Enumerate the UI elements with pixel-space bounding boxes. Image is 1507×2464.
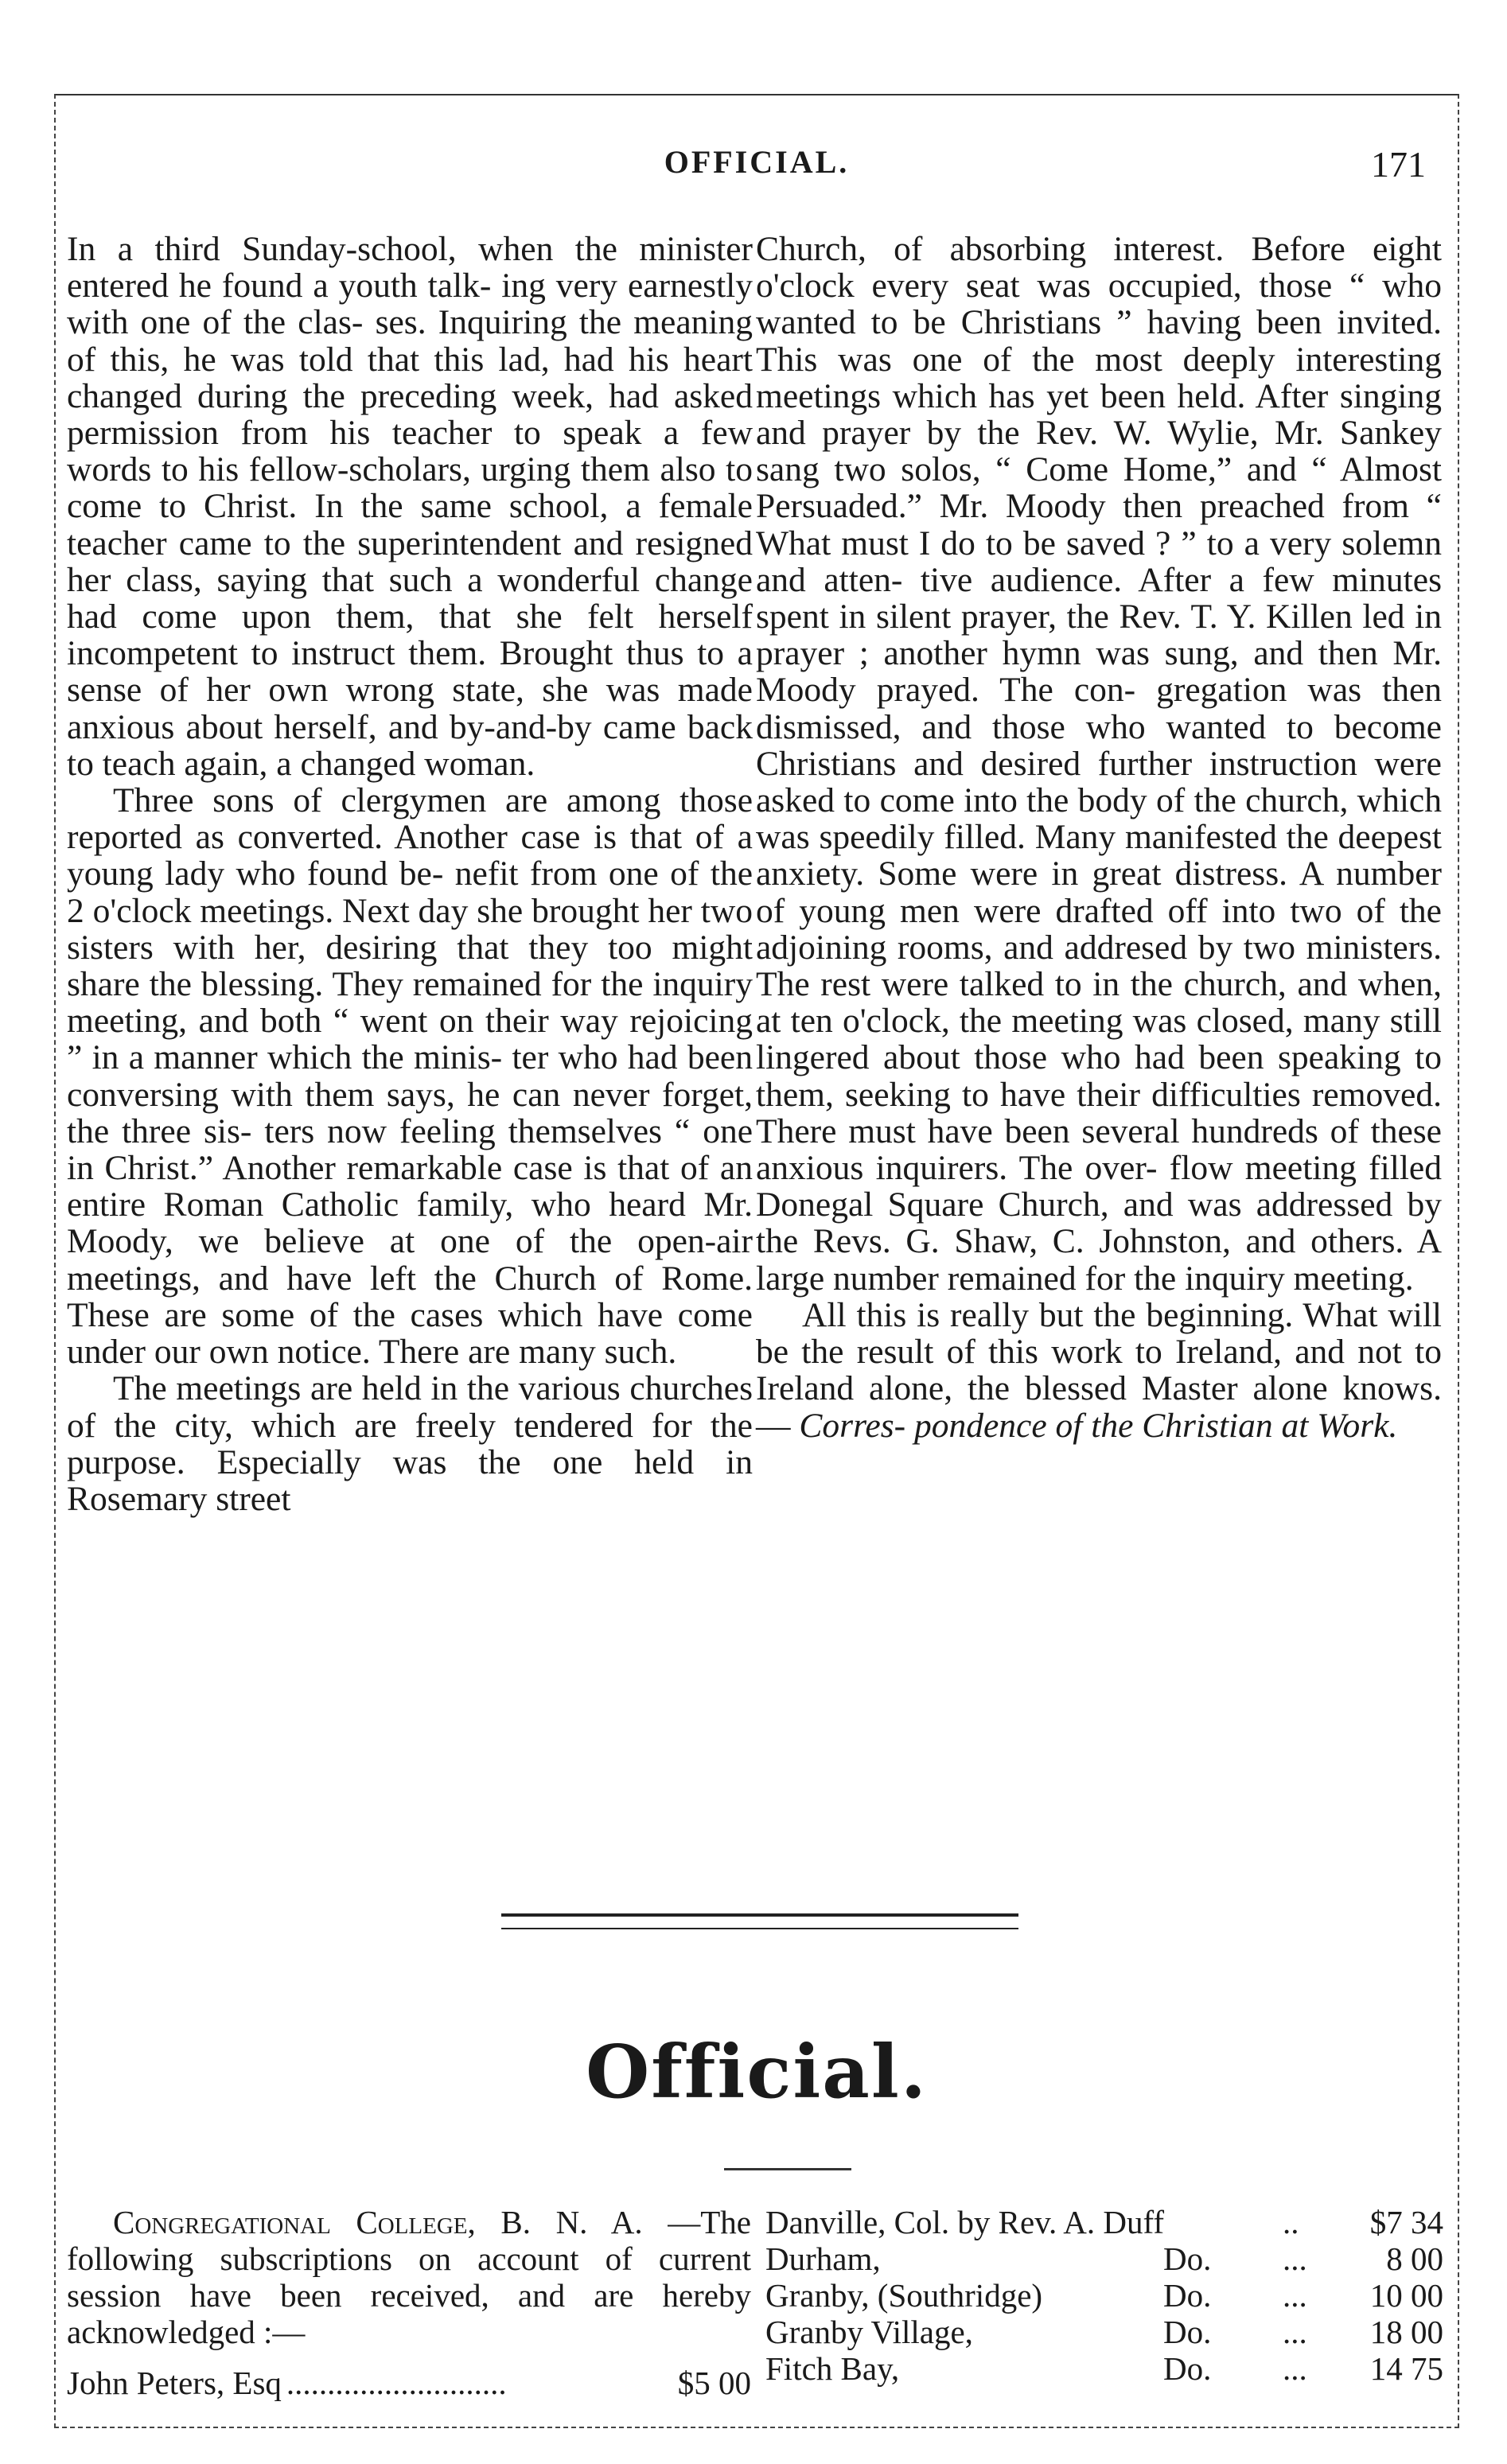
ledger-by: [1163, 2204, 1283, 2240]
ledger-dots: ..: [1283, 2204, 1299, 2240]
ledger-name: Granby, (Southridge): [765, 2277, 1043, 2314]
ledger-row: [765, 2350, 1443, 2387]
ledger-dots: ...: [1283, 2277, 1307, 2314]
ledger-amount: 14 75: [1369, 2350, 1443, 2387]
ledger-row: [765, 2314, 1443, 2350]
subscriber-name: John Peters, Esq: [67, 2365, 282, 2401]
page: [54, 94, 1459, 2428]
ledger-amount: $7 34: [1369, 2204, 1443, 2240]
ledger-by: Do.: [1163, 2240, 1212, 2277]
running-head: [56, 143, 1458, 199]
left-column: [67, 231, 753, 1517]
credit-line: Corres- pondence of the Christian at Work.: [799, 1406, 1398, 1445]
ledger-row: [765, 2277, 1443, 2314]
ledger-name: Danville, Col. by Rev. A. Duff: [765, 2204, 1165, 2240]
right-column: [756, 231, 1442, 1444]
short-rule-divider: [724, 2168, 851, 2170]
ledger-by: Do.: [1163, 2314, 1212, 2350]
ledger-name: Granby Village,: [765, 2314, 973, 2350]
ledger-amount: 18 00: [1369, 2314, 1443, 2350]
dot-leader: ...........................: [286, 2365, 507, 2401]
section-heading: Official.: [586, 2029, 928, 2115]
running-title: OFFICIAL.: [664, 144, 850, 180]
notice-heading: Congregational College, B. N. A.: [113, 2204, 643, 2240]
ledger-by: Do.: [1163, 2277, 1212, 2314]
ledger-dots: ...: [1283, 2350, 1307, 2387]
ledger-amount: 10 00: [1369, 2277, 1443, 2314]
ledger-dots: ...: [1283, 2240, 1307, 2277]
ledger-row: [765, 2204, 1443, 2240]
paragraph-text: All this is really but the beginning. What will be the result of this work to Ireland, and not to Ireland alone, the blessed Master alone knows. —: [756, 1295, 1442, 1445]
paragraph: [756, 1297, 1442, 1444]
subscription-amount: $5 00: [677, 2365, 751, 2401]
subscription-ledger: [765, 2204, 1443, 2387]
ledger-by: Do.: [1163, 2350, 1212, 2387]
double-rule-divider: [501, 1913, 1018, 1929]
ledger-name: Fitch Bay,: [765, 2350, 900, 2387]
ledger-row: [765, 2240, 1443, 2277]
paragraph: Church, of absorbing interest. Before eight o'clock every seat was occupied, those “ who wanted to be Christians ” having been invited. This was one of the most deeply interesting meetings which has yet been held. After singing and prayer by the Rev. W. Wylie, Mr. Sankey sang two solos, “ Come Home,” and “ Almost Persuaded.” Mr. Moody then preached from “ What must I do to be saved ? ” to a very solemn and atten- tive audience. After a few minutes spent in silent prayer, the Rev. T. Y. Killen led in prayer ; another hymn was sung, and then Mr. Moody prayed. The con- gregation was then dismissed, and those who wanted to become Christians and desired further instruction were asked to come into the body of the church, which was speedily filled. Many manifested the deepest anxiety. Some were in great distress. A number of young men were drafted off into two of the adjoining rooms, and addresed by two ministers. The rest were talked to in the church, and when, at ten o'clock, the meeting was closed, many still lingered about those who had been speaking to them, seeking to have their difficulties removed. There must have been several hundreds of these anxious inquirers. The over- flow meeting filled Donegal Square Church, and was addressed by the Revs. G. Shaw, C. Johnston, and others. A large number remained for the inquiry meeting.: [756, 230, 1442, 1298]
subscription-entry: [67, 2365, 751, 2401]
notice-paragraph: [67, 2204, 751, 2350]
college-notice: [67, 2204, 751, 2401]
page-number: 171: [1371, 144, 1426, 185]
ledger-name: Durham,: [765, 2240, 881, 2277]
ledger-amount: 8 00: [1386, 2240, 1443, 2277]
notice-text: —The following subscriptions on account of current session have been received, and are hereby acknowledged :—: [67, 2204, 751, 2350]
ledger-dots: ...: [1283, 2314, 1307, 2350]
paragraph: The meetings are held in the various churches of the city, which are freely tendered for the purpose. Especially was the one held in Rosemary street: [67, 1369, 753, 1518]
paragraph: In a third Sunday-school, when the minister entered he found a youth talk- ing very earnestly with one of the clas- ses. Inquiring the meaning of this, he was told that this lad, had his heart changed during the preceding week, had asked permission from his teacher to speak a few words to his fellow-scholars, urging them also to come to Christ. In the same school, a female teacher came to the superintendent and resigned her class, saying that such a wonderful change had come upon them, that she felt herself incompetent to instruct them. Brought thus to a sense of her own wrong state, she was made anxious about herself, and by-and-by came back to teach again, a changed woman.: [67, 230, 753, 783]
paragraph: Three sons of clergymen are among those reported as converted. Another case is that of a young lady who found be- nefit from one of the 2 o'clock meetings. Next day she brought her two sisters with her, desiring that they too might share the blessing. They remained for the inquiry meeting, and both “ went on their way rejoicing ” in a manner which the minis- ter who had been conversing with them says, he can never forget, the three sis- ters now feeling themselves “ one in Christ.” Another remarkable case is that of an entire Roman Catholic family, who heard Mr. Moody, we believe at one of the open-air meetings, and have left the Church of Rome. These are some of the cases which have come under our own notice. There are many such.: [67, 781, 753, 1372]
